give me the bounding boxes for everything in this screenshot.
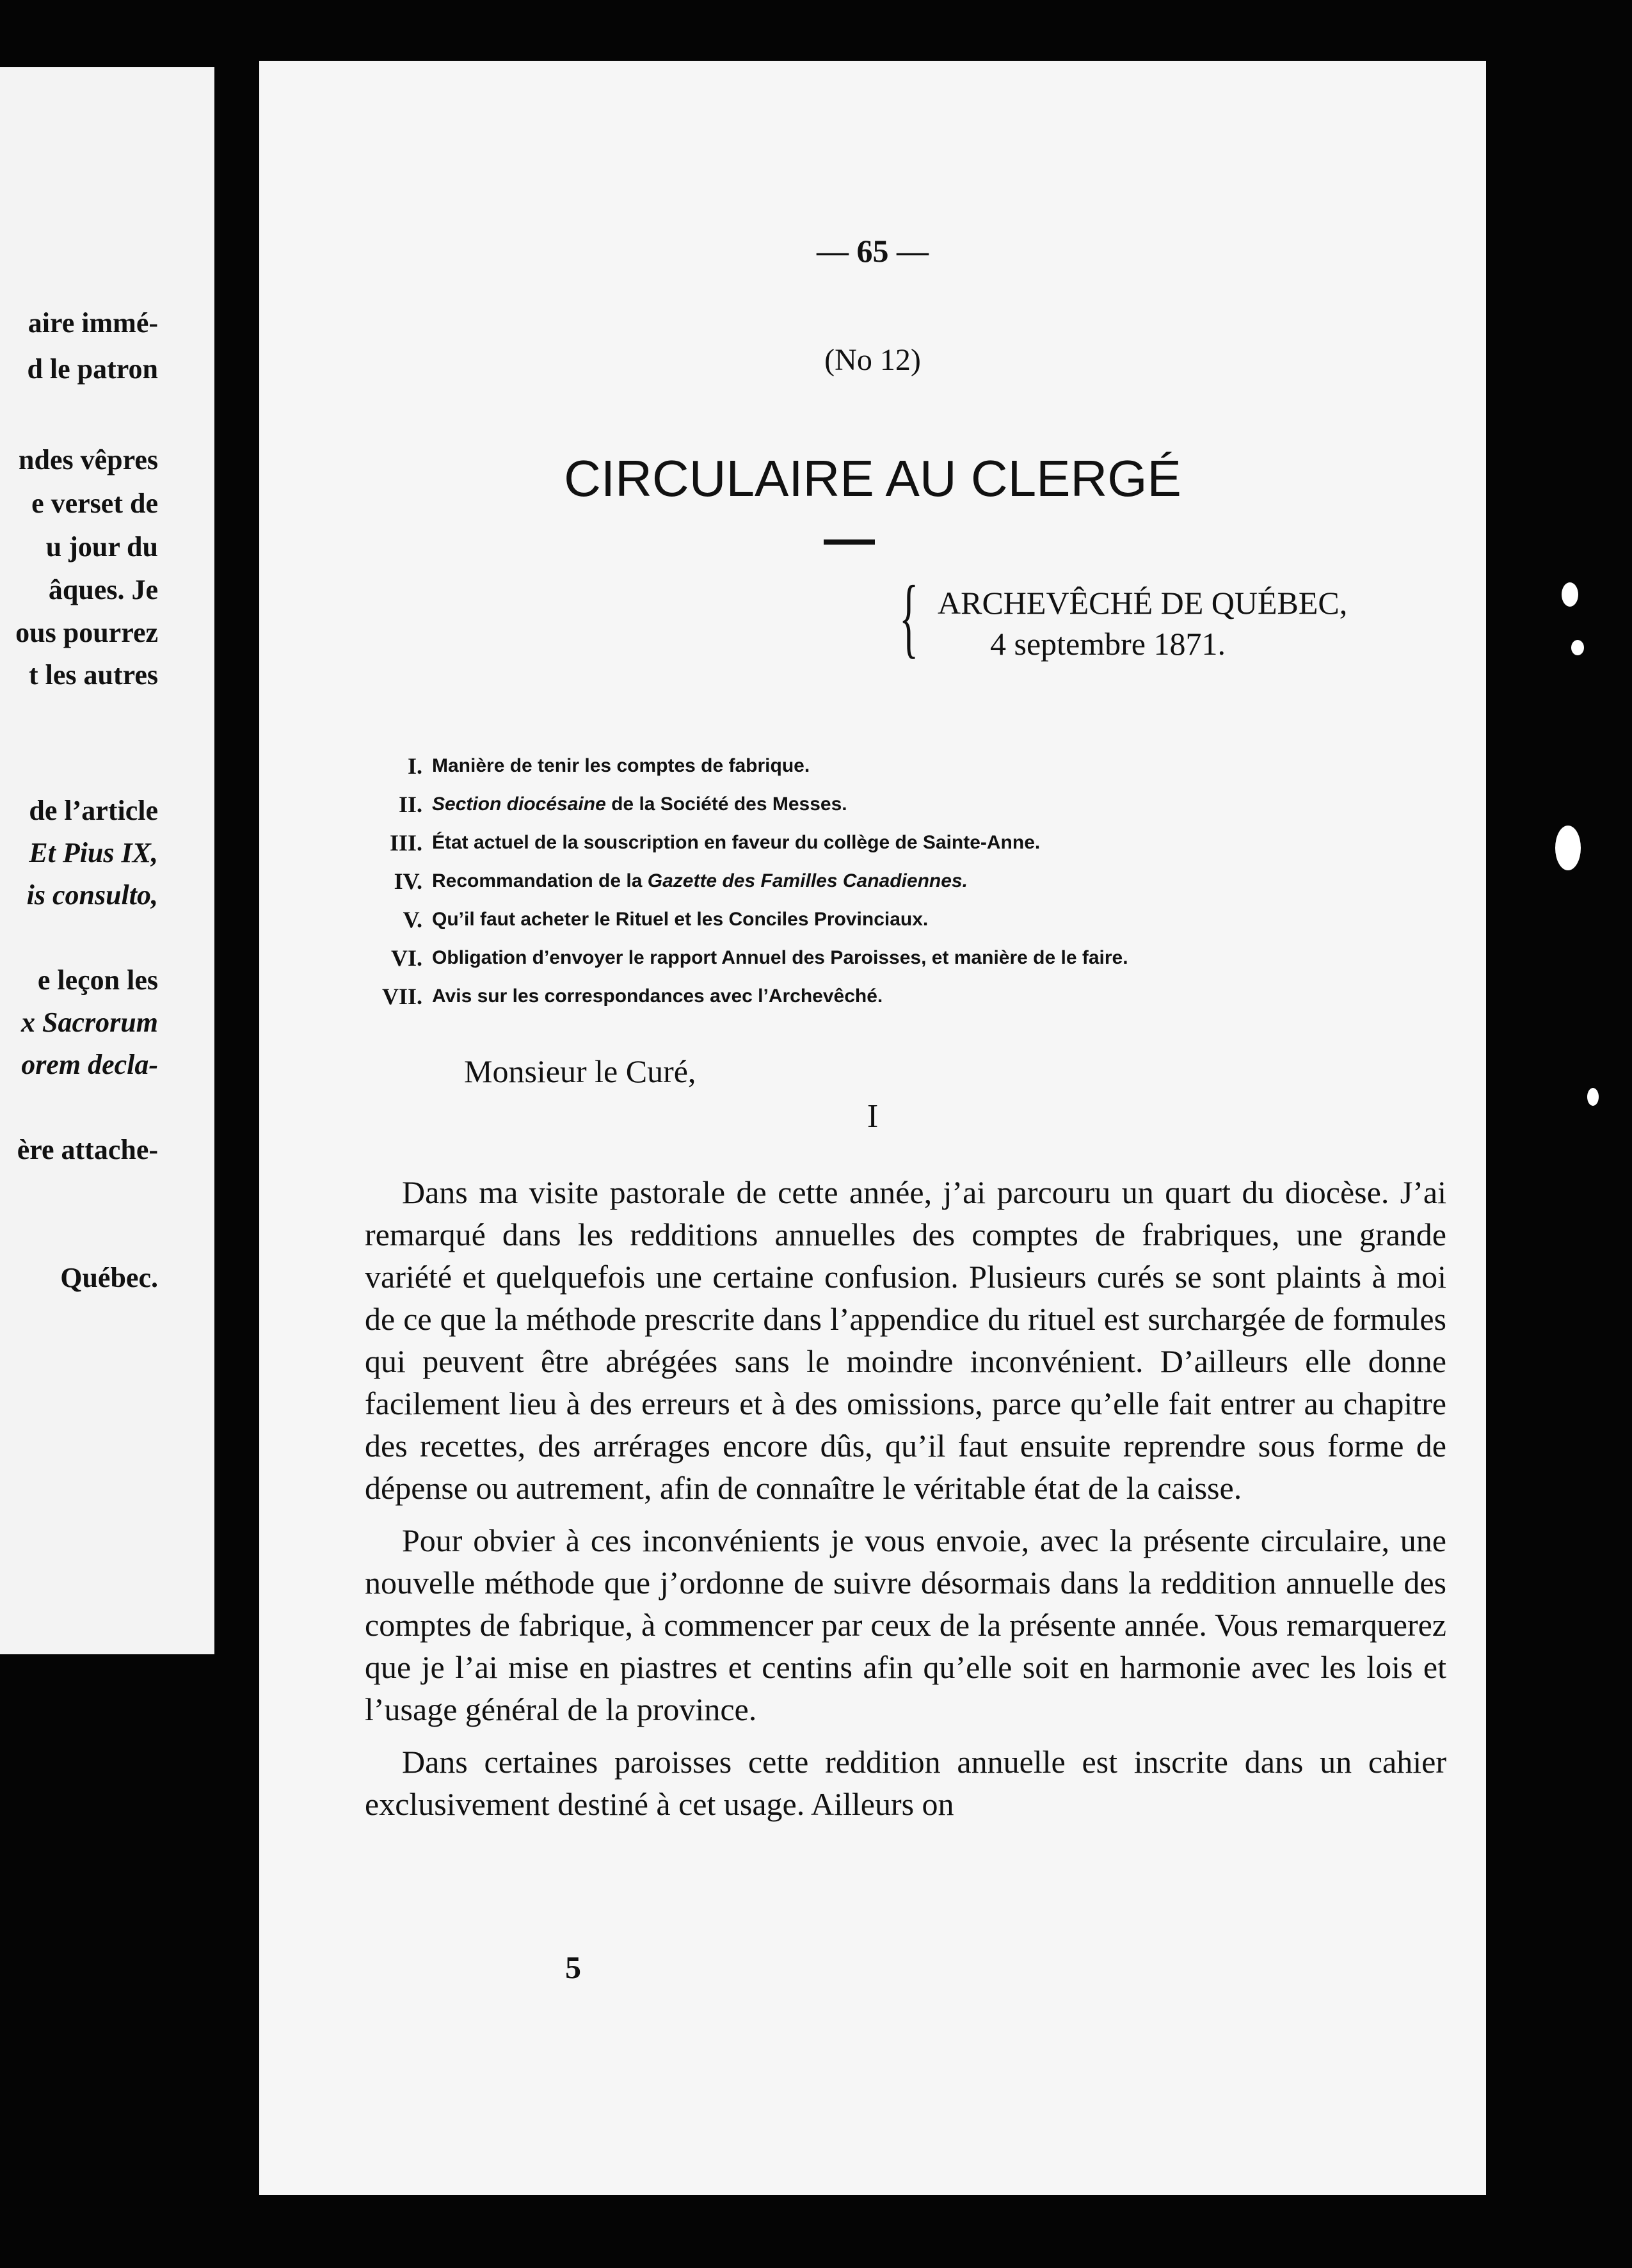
summary-text: Manière de tenir les comptes de fabrique. xyxy=(432,755,810,776)
section-heading: I xyxy=(867,1098,879,1135)
summary-text: Qu’il faut acheter le Rituel et les Conciles Provinciaux. xyxy=(432,909,929,930)
summary-numeral: VII. xyxy=(381,984,422,1009)
summary-numeral: III. xyxy=(389,830,422,856)
salutation: Monsieur le Curé, xyxy=(464,1053,696,1089)
summary-item xyxy=(365,747,1389,785)
left-page-line: e verset de xyxy=(31,488,158,519)
left-page-line: x Sacrorum xyxy=(21,1007,158,1038)
body-text xyxy=(365,1171,1446,1835)
summary-numeral: VI. xyxy=(390,945,422,971)
paragraph: Pour obvier à ces inconvénients je vous envoie, avec la présente circulaire, une nouvelle méthode que j’ordonne de suivre désormais dans la reddition annuelle des comptes de fabrique, à commencer par ceux de la présente année. Vous remarquerez que je l’ai mise en piastres et centins afin qu’elle soit en harmonie avec les lois et l’usage général de la province. xyxy=(365,1522,1446,1727)
left-page-line: t les autres xyxy=(28,659,158,691)
summary-item xyxy=(365,900,1389,939)
signature-mark: 5 xyxy=(565,1949,581,1985)
left-page-line: d le patron xyxy=(27,353,158,385)
left-page-line: âques. Je xyxy=(48,574,158,605)
summary-item xyxy=(365,977,1389,1016)
scan-speck xyxy=(1587,1088,1599,1106)
summary-text: Obligation d’envoyer le rapport Annuel des Paroisses, et manière de le faire. xyxy=(432,947,1128,968)
left-page-line: ère attache- xyxy=(17,1134,158,1165)
left-page-line: aire immé- xyxy=(28,307,158,339)
left-page-line: e leçon les xyxy=(37,964,158,996)
paragraph: Dans ma visite pastorale de cette année, j’ai parcouru un quart du diocèse. J’ai remarqué dans les redditions annuelles des comptes de frabriques, une grande variété et quelquefois une certaine confusion. Plusieurs curés se sont plaints à moi de ce que la méthode prescrite dans l’appendice du rituel est surchargée de formules qui peuvent être abrégées sans le moindre inconvénient. D’ailleurs elle donne facilement lieu à des erreurs et à des omissions, parce qu’elle fait entrer au chapitre des recettes, des arrérages encore dûs, qu’il faut ensuite reprendre sous forme de dépense ou autrement, afin de connaître le véritable état de la caisse. xyxy=(365,1174,1446,1506)
summary-item xyxy=(365,862,1389,900)
left-page-line: ndes vêpres xyxy=(19,444,158,475)
summary-list xyxy=(365,747,1389,1016)
summary-text xyxy=(432,785,847,824)
title-divider xyxy=(824,539,875,545)
dateline-date: 4 septembre 1871. xyxy=(990,626,1226,662)
summary-rest: de la Société des Messes. xyxy=(605,794,847,815)
summary-numeral: V. xyxy=(403,907,422,932)
document-page xyxy=(259,61,1486,2195)
dateline-place: ARCHEVÊCHÉ DE QUÉBEC, xyxy=(938,585,1348,621)
left-page-line: Québec. xyxy=(60,1262,158,1293)
scan-speck xyxy=(1555,826,1581,870)
left-page-fragment xyxy=(0,67,214,1654)
left-page-line: orem decla- xyxy=(21,1049,158,1080)
summary-numeral: II. xyxy=(398,792,422,817)
left-page-line: is consulto, xyxy=(26,879,158,911)
page-title: CIRCULAIRE AU CLERGÉ xyxy=(564,450,1181,507)
left-page-line: ous pourrez xyxy=(15,617,158,648)
circular-number: (No 12) xyxy=(824,343,921,377)
brace-glyph: { xyxy=(899,568,919,667)
summary-text xyxy=(432,862,968,900)
summary-text: État actuel de la souscription en faveur du collège de Sainte-Anne. xyxy=(432,832,1041,853)
summary-italic: Section diocésaine xyxy=(432,794,606,815)
summary-text: Avis sur les correspondances avec l’Archevêché. xyxy=(432,986,883,1007)
scan-speck xyxy=(1571,640,1584,655)
summary-item xyxy=(365,824,1389,862)
left-page-line: Et Pius IX, xyxy=(29,837,158,868)
scan-speck xyxy=(1562,582,1578,607)
summary-item xyxy=(365,785,1389,824)
summary-numeral: IV. xyxy=(394,868,422,894)
page-number: — 65 — xyxy=(817,233,929,269)
left-page-line: u jour du xyxy=(45,531,158,563)
left-page-line: de l’article xyxy=(29,795,158,826)
summary-item xyxy=(365,939,1389,977)
summary-rest: Recommandation de la xyxy=(432,870,648,891)
summary-numeral: I. xyxy=(407,753,422,779)
summary-italic: Gazette des Familles Canadiennes. xyxy=(647,870,968,891)
paragraph: Dans certaines paroisses cette reddition annuelle est inscrite dans un cahier exclusivement destiné à cet usage. Ailleurs on xyxy=(365,1744,1446,1822)
